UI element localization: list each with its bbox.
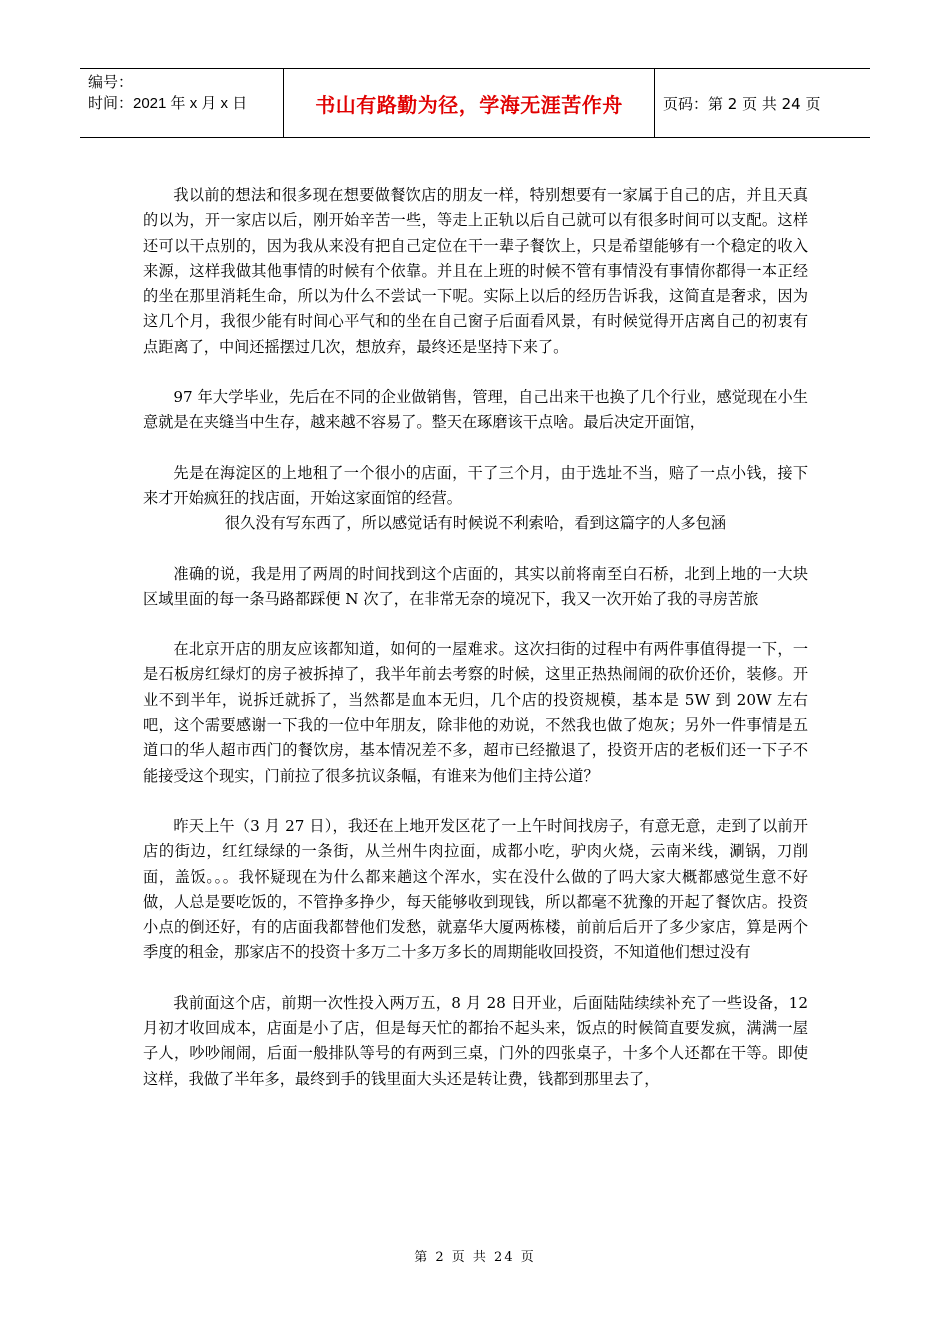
paragraph: 在北京开店的朋友应该都知道，如何的一屋难求。这次扫街的过程中有两件事值得提一下，一是石板房红绿灯的房子被拆掉了，我半年前去考察的时候，这里正热热闹闹的砍价还价，装修。开业不到半年，说拆迁就拆了，当然都是血本无归，几个店的投资规模，基本是 5W 到 20W 左右吧，这个需要感谢一下我的一位中年朋友，除非他的劝说，不然我也做了炮灰；另外一件事情是五道口的华人超市西门的餐饮房，基本情况差不多，超市已经撤退了，投资开店的老板们还一下子不能接受这个现实，门前拉了很多抗议条幅，有谁来为他们主持公道？: [143, 640, 808, 785]
paragraph: 昨天上午（3 月 27 日），我还在上地开发区花了一上午时间找房子，有意无意，走到了以前开店的街边，红红绿绿的一条街，从兰州牛肉拉面，成都小吃，驴肉火烧，云南米线，涮锅，刀削面，盖饭。。。我怀疑现在为什么都来趟这个浑水，实在没什么做的了吗大家大概都感觉生意不好做，人总是要吃饭的，不管挣多挣少，每天能够收到现钱，所以都毫不犹豫的开起了餐饮店。投资小点的倒还好，有的店面我都替他们发愁，就嘉华大厦两栋楼，前前后后开了多少家店，算是两个季度的租金，那家店不的投资十多万二十多万多长的周期能收回投资，不知道他们想过没有: [143, 816, 808, 962]
header-page-number: 页码：第 2 页 共 24 页: [663, 94, 821, 113]
header-time: 时间：2021 年 x 月 x 日: [88, 95, 248, 112]
header-motto: 书山有路勤为径，学海无涯苦作舟: [315, 92, 623, 117]
header-motto-cell: [283, 69, 655, 137]
document-body: [143, 183, 808, 1092]
header-page-cell: [655, 69, 870, 137]
paragraph: 97 年大学毕业，先后在不同的企业做销售，管理，自己出来干也换了几个行业，感觉现在小生意就是在夹缝当中生存，越来越不容易了。整天在琢磨该干点啥。最后决定开面馆，: [143, 388, 808, 432]
paragraph: 很久没有写东西了，所以感觉话有时候说不利索哈，看到这篇字的人多包涵: [224, 514, 727, 533]
paragraph: 我前面这个店，前期一次性投入两万五，8 月 28 日开业，后面陆陆续续补充了一些设备，12 月初才收回成本，店面是小了店，但是每天忙的都抬不起头来，饭点的时候简直要发疯，满满一屋子人，吵吵闹闹，后面一般排队等号的有两到三桌，门外的四张桌子，十多个人还都在干等。即使这样，我做了半年多，最终到手的钱里面大头还是转让费，钱都到那里去了，: [143, 993, 808, 1088]
page-footer: 第 2 页 共 24 页: [414, 1250, 536, 1265]
paragraph: 先是在海淀区的上地租了一个很小的店面，干了三个月，由于选址不当，赔了一点小钱，接下来才开始疯狂的找店面，开始这家面馆的经营。: [143, 463, 808, 507]
paragraph: 我以前的想法和很多现在想要做餐饮店的朋友一样，特别想要有一家属于自己的店，并且天真的以为，开一家店以后，刚开始辛苦一些，等走上正轨以后自己就可以有很多时间可以支配。这样还可以干点别的，因为我从来没有把自己定位在干一辈子餐饮上，只是希望能够有一个稳定的收入来源，这样我做其他事情的时候有个依靠。并且在上班的时候不管有事情没有事情你都得一本正经的坐在那里消耗生命，所以为什么不尝试一下呢。实际上以后的经历告诉我，这简直是奢求，因为这几个月，我很少能有时间心平气和的坐在自己窗子后面看风景，有时候觉得开店离自己的初衷有点距离了，中间还摇摆过几次，想放弃，最终还是坚持下来了。: [143, 186, 808, 356]
paragraph: 准确的说，我是用了两周的时间找到这个店面的，其实以前将南至白石桥，北到上地的一大块区域里面的每一条马路都踩便 N 次了，在非常无奈的境况下，我又一次开始了我的寻房苦旅: [143, 564, 808, 608]
page-header: [80, 68, 870, 138]
header-meta: [80, 69, 283, 137]
header-number: 编号：: [88, 74, 134, 91]
